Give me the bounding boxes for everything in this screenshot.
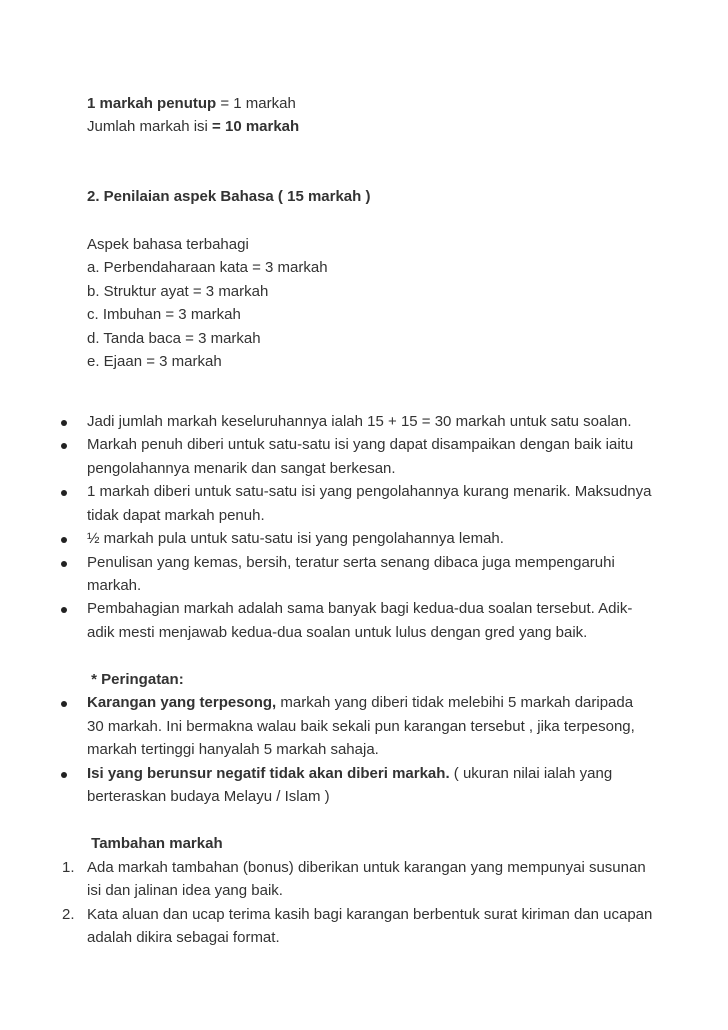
- bullet-icon: [61, 420, 67, 426]
- note-item: Markah penuh diberi untuk satu-satu isi yang dapat disampaikan dengan baik iaitu: [87, 436, 634, 453]
- warning-item-bold: Karangan yang terpesong,: [87, 694, 277, 711]
- warning-item: [87, 764, 612, 784]
- note-item: ½ markah pula untuk satu-satu isi yang pengolahannya lemah.: [87, 530, 504, 547]
- bahasa-heading: 2. Penilaian aspek Bahasa ( 15 markah ): [87, 188, 371, 205]
- note-item: Penulisan yang kemas, bersih, teratur serta senang dibaca juga mempengaruhi: [87, 554, 615, 571]
- penutup-value: = 1 markah: [216, 95, 296, 112]
- bullet-icon: [61, 607, 67, 613]
- list-number: 1.: [62, 859, 75, 876]
- list-number: 2.: [62, 906, 75, 923]
- bullet-icon: [61, 701, 67, 707]
- bahasa-item: b. Struktur ayat = 3 markah: [87, 283, 269, 300]
- note-item: Jadi jumlah markah keseluruhannya ialah 15 + 15 = 30 markah untuk satu soalan.: [87, 413, 632, 430]
- warning-heading: * Peringatan:: [87, 671, 184, 688]
- note-item-cont: tidak dapat markah penuh.: [87, 507, 265, 524]
- tambahan-item: Kata aluan dan ucap terima kasih bagi karangan berbentuk surat kiriman dan ucapan: [87, 906, 653, 923]
- bahasa-item: a. Perbendaharaan kata = 3 markah: [87, 259, 328, 276]
- tambahan-item-cont: adalah dikira sebagai format.: [87, 929, 280, 946]
- tambahan-item-cont: isi dan jalinan idea yang baik.: [87, 882, 283, 899]
- bullet-icon: [61, 443, 67, 449]
- tambahan-heading: Tambahan markah: [87, 835, 223, 852]
- jumlah-value: = 10 markah: [212, 118, 300, 135]
- note-item-cont: markah.: [87, 577, 142, 594]
- warning-item-text: ( ukuran nilai ialah yang: [449, 765, 613, 782]
- bahasa-item: d. Tanda baca = 3 markah: [87, 330, 261, 347]
- jumlah-label: Jumlah markah isi: [87, 118, 213, 135]
- bahasa-item: e. Ejaan = 3 markah: [87, 353, 222, 370]
- note-item-cont: pengolahannya menarik dan sangat berkesan.: [87, 460, 396, 477]
- bullet-icon: [61, 772, 67, 778]
- warning-item-bold: Isi yang berunsur negatif tidak akan diberi markah.: [87, 765, 450, 782]
- warning-item: [87, 693, 633, 713]
- warning-item-text: markah yang diberi tidak melebihi 5 markah daripada: [276, 694, 634, 711]
- jumlah-line: [87, 117, 299, 137]
- bahasa-item: c. Imbuhan = 3 markah: [87, 306, 241, 323]
- note-item-cont: adik mesti menjawab kedua-dua soalan untuk lulus dengan gred yang baik.: [87, 624, 588, 641]
- penutup-label: 1 markah penutup: [87, 95, 217, 112]
- bullet-icon: [61, 537, 67, 543]
- warning-item-cont: berteraskan budaya Melayu / Islam ): [87, 788, 330, 805]
- note-item: Pembahagian markah adalah sama banyak bagi kedua-dua soalan tersebut. Adik-: [87, 600, 633, 617]
- tambahan-item: Ada markah tambahan (bonus) diberikan untuk karangan yang mempunyai susunan: [87, 859, 646, 876]
- warning-item-cont: markah tertinggi hanyalah 5 markah sahaja.: [87, 741, 379, 758]
- bullet-icon: [61, 490, 67, 496]
- bullet-icon: [61, 561, 67, 567]
- warning-item-cont: 30 markah. Ini bermakna walau baik sekali pun karangan tersebut , jika terpesong,: [87, 718, 635, 735]
- penutup-line: [87, 94, 296, 114]
- note-item: 1 markah diberi untuk satu-satu isi yang pengolahannya kurang menarik. Maksudnya: [87, 483, 652, 500]
- bahasa-intro: Aspek bahasa terbahagi: [87, 236, 249, 253]
